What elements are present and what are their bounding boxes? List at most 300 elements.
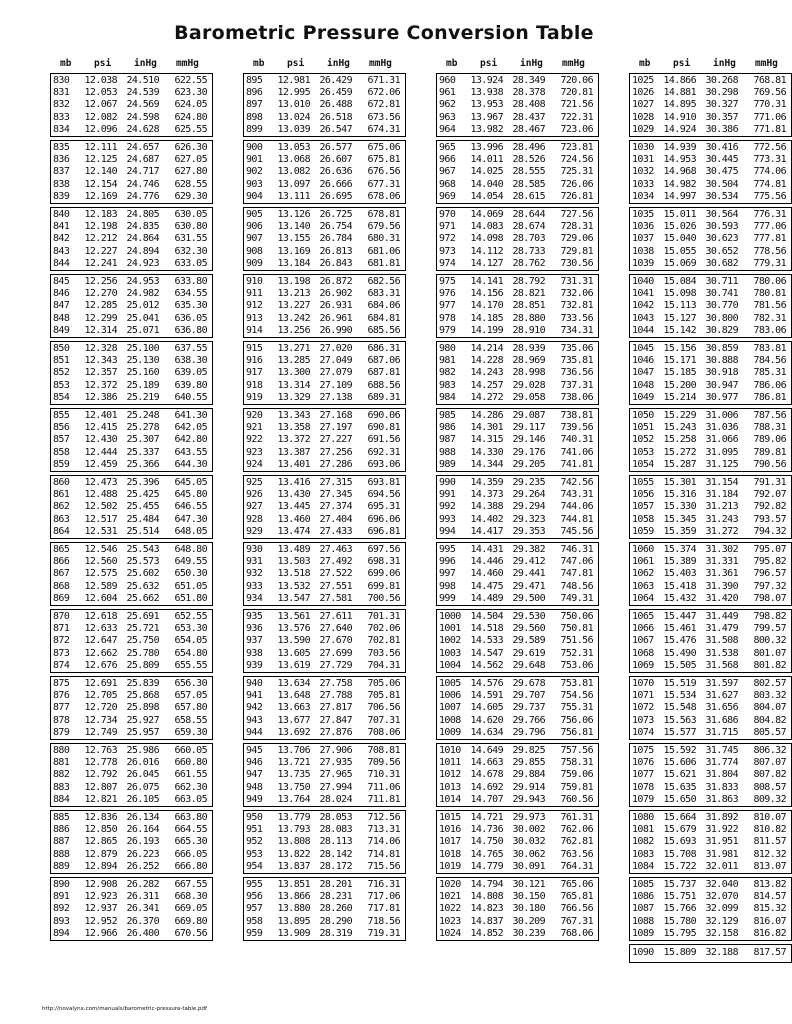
cell-mmhg: 641.30 <box>174 410 207 421</box>
cell-psi: 15.461 <box>663 623 696 635</box>
table-row <box>630 745 791 757</box>
cell-inhg: 25.868 <box>126 690 159 702</box>
table-row <box>437 769 598 781</box>
table-block <box>436 877 599 941</box>
table-row <box>51 258 212 270</box>
cell-psi: 13.518 <box>277 568 310 580</box>
cell-inhg: 30.682 <box>705 257 738 269</box>
cell-psi: 14.098 <box>470 233 503 245</box>
cell-mmhg: 705.81 <box>367 690 400 702</box>
cell-psi: 13.663 <box>277 702 310 714</box>
cell-inhg: 31.597 <box>705 678 738 689</box>
cell-mb: 1089 <box>632 927 654 939</box>
table-row <box>51 343 212 355</box>
cell-mmhg: 627.80 <box>174 166 207 178</box>
cell-inhg: 27.492 <box>319 556 352 568</box>
table-row <box>51 325 212 337</box>
cell-inhg: 26.105 <box>126 793 159 805</box>
cell-psi: 14.779 <box>470 860 503 872</box>
cell-mmhg: 744.06 <box>560 501 593 513</box>
table-row <box>437 434 598 446</box>
cell-inhg: 31.774 <box>705 757 738 769</box>
cell-mmhg: 817.57 <box>753 947 786 958</box>
cell-psi: 12.705 <box>84 690 117 702</box>
table-row <box>244 745 405 757</box>
cell-mb: 913 <box>246 312 263 324</box>
cell-mmhg: 775.56 <box>753 190 786 202</box>
cell-inhg: 30.150 <box>512 891 545 903</box>
cell-mmhg: 645.80 <box>174 489 207 501</box>
cell-psi: 12.821 <box>84 793 117 805</box>
cell-mb: 870 <box>53 611 70 622</box>
cell-mmhg: 711.06 <box>367 781 400 793</box>
cell-psi: 15.577 <box>663 726 696 738</box>
cell-mb: 983 <box>439 379 456 391</box>
cell-mb: 1012 <box>439 769 461 781</box>
cell-mb: 838 <box>53 178 70 190</box>
cell-mmhg: 670.56 <box>174 927 207 939</box>
cell-psi: 12.154 <box>84 178 117 190</box>
cell-mmhg: 724.56 <box>560 154 593 166</box>
cell-inhg: 26.341 <box>126 903 159 915</box>
table-row <box>630 611 791 623</box>
table-row <box>437 355 598 367</box>
cell-mb: 908 <box>246 245 263 257</box>
cell-psi: 12.604 <box>84 592 117 604</box>
table-block <box>243 810 406 874</box>
cell-psi: 13.967 <box>470 111 503 123</box>
cell-mmhg: 658.55 <box>174 714 207 726</box>
cell-inhg: 31.863 <box>705 793 738 805</box>
cell-mmhg: 765.81 <box>560 891 593 903</box>
cell-mb: 903 <box>246 178 263 190</box>
cell-psi: 13.227 <box>277 300 310 312</box>
cell-mmhg: 798.07 <box>753 592 786 604</box>
table-row <box>630 191 791 203</box>
cell-mb: 930 <box>246 544 263 555</box>
cell-mmhg: 735.06 <box>560 343 593 354</box>
cell-inhg: 30.268 <box>705 75 738 86</box>
cell-mb: 1079 <box>632 793 654 805</box>
column-header-row <box>436 56 599 73</box>
cell-inhg: 31.538 <box>705 647 738 659</box>
table-row <box>437 715 598 727</box>
cell-inhg: 29.471 <box>512 580 545 592</box>
table-row <box>244 221 405 233</box>
cell-inhg: 27.670 <box>319 635 352 647</box>
cell-inhg: 28.024 <box>319 793 352 805</box>
cell-inhg: 26.223 <box>126 848 159 860</box>
cell-inhg: 28.880 <box>512 312 545 324</box>
cell-inhg: 31.479 <box>705 623 738 635</box>
cell-mmhg: 632.30 <box>174 245 207 257</box>
cell-psi: 14.953 <box>663 154 696 166</box>
cell-psi: 12.850 <box>84 824 117 836</box>
cell-inhg: 28.792 <box>512 276 545 287</box>
cell-psi: 13.372 <box>277 434 310 446</box>
cell-inhg: 31.892 <box>705 812 738 823</box>
cell-inhg: 30.564 <box>705 209 738 220</box>
cell-mb: 924 <box>246 458 263 470</box>
table-row <box>437 812 598 824</box>
table-row <box>630 124 791 136</box>
table-row <box>244 154 405 166</box>
cell-mb: 836 <box>53 154 70 166</box>
cell-mmhg: 809.32 <box>753 793 786 805</box>
cell-mb: 1051 <box>632 422 654 434</box>
cell-mb: 909 <box>246 257 263 269</box>
cell-mb: 959 <box>246 927 263 939</box>
cell-mmhg: 642.80 <box>174 434 207 446</box>
table-column <box>243 56 406 944</box>
cell-mmhg: 650.30 <box>174 568 207 580</box>
table-row <box>51 514 212 526</box>
cell-mmhg: 807.07 <box>753 757 786 769</box>
table-block <box>50 73 213 137</box>
table-row <box>437 422 598 434</box>
cell-inhg: 30.091 <box>512 860 545 872</box>
table-row <box>630 849 791 861</box>
cell-mmhg: 756.81 <box>560 726 593 738</box>
cell-mb: 997 <box>439 568 456 580</box>
cell-inhg: 31.066 <box>705 434 738 446</box>
table-row <box>244 916 405 928</box>
cell-psi: 14.837 <box>470 915 503 927</box>
table-row <box>437 782 598 794</box>
cell-mmhg: 738.06 <box>560 391 593 403</box>
cell-mb: 873 <box>53 647 70 659</box>
cell-mb: 1061 <box>632 556 654 568</box>
cell-mb: 882 <box>53 769 70 781</box>
cell-mmhg: 780.81 <box>753 288 786 300</box>
table-row <box>244 812 405 824</box>
cell-mb: 887 <box>53 836 70 848</box>
cell-inhg: 26.547 <box>319 123 352 135</box>
cell-mb: 894 <box>53 927 70 939</box>
cell-inhg: 29.530 <box>512 611 545 622</box>
table-row <box>51 166 212 178</box>
table-row <box>244 447 405 459</box>
cell-mmhg: 794.32 <box>753 525 786 537</box>
cell-psi: 15.519 <box>663 678 696 689</box>
cell-inhg: 26.725 <box>319 209 352 220</box>
table-block <box>50 542 213 606</box>
table-row <box>630 325 791 337</box>
table-row <box>244 544 405 556</box>
cell-mb: 830 <box>53 75 70 86</box>
table-row <box>437 757 598 769</box>
cell-mb: 923 <box>246 446 263 458</box>
cell-mmhg: 669.80 <box>174 915 207 927</box>
cell-mb: 982 <box>439 367 456 379</box>
cell-mmhg: 752.31 <box>560 647 593 659</box>
cell-psi: 12.198 <box>84 221 117 233</box>
cell-inhg: 28.142 <box>319 848 352 860</box>
table-row <box>51 581 212 593</box>
table-row <box>437 635 598 647</box>
cell-mmhg: 633.05 <box>174 257 207 269</box>
cell-psi: 15.635 <box>663 781 696 793</box>
cell-mmhg: 718.56 <box>367 915 400 927</box>
cell-psi: 14.895 <box>663 99 696 111</box>
cell-mmhg: 801.82 <box>753 659 786 671</box>
cell-mmhg: 648.05 <box>174 525 207 537</box>
cell-psi: 13.880 <box>277 903 310 915</box>
table-row <box>630 300 791 312</box>
cell-mmhg: 800.32 <box>753 635 786 647</box>
cell-inhg: 25.337 <box>126 446 159 458</box>
header-mmhg: mmHg <box>755 58 778 69</box>
table-block <box>436 475 599 539</box>
cell-mmhg: 714.81 <box>367 848 400 860</box>
cell-inhg: 29.058 <box>512 391 545 403</box>
cell-inhg: 30.800 <box>705 312 738 324</box>
table-block <box>436 73 599 137</box>
cell-mmhg: 792.82 <box>753 501 786 513</box>
cell-mb: 914 <box>246 324 263 336</box>
cell-inhg: 30.062 <box>512 848 545 860</box>
table-column <box>436 56 599 944</box>
cell-mb: 911 <box>246 288 263 300</box>
cell-inhg: 30.741 <box>705 288 738 300</box>
cell-mb: 849 <box>53 324 70 336</box>
table-row <box>244 660 405 672</box>
cell-mmhg: 779.31 <box>753 257 786 269</box>
cell-psi: 14.721 <box>470 812 503 823</box>
cell-psi: 14.286 <box>470 410 503 421</box>
cell-mmhg: 640.55 <box>174 391 207 403</box>
cell-psi: 12.647 <box>84 635 117 647</box>
cell-mmhg: 651.05 <box>174 580 207 592</box>
cell-psi: 14.344 <box>470 458 503 470</box>
cell-mmhg: 633.80 <box>174 276 207 287</box>
table-block <box>629 542 792 606</box>
cell-mb: 1046 <box>632 355 654 367</box>
cell-inhg: 24.864 <box>126 233 159 245</box>
cell-inhg: 29.914 <box>512 781 545 793</box>
table-row <box>630 556 791 568</box>
cell-mb: 1011 <box>439 757 461 769</box>
cell-mmhg: 760.56 <box>560 793 593 805</box>
cell-psi: 14.982 <box>663 178 696 190</box>
cell-mb: 848 <box>53 312 70 324</box>
cell-mmhg: 767.31 <box>560 915 593 927</box>
cell-mmhg: 771.06 <box>753 111 786 123</box>
cell-mmhg: 702.81 <box>367 635 400 647</box>
table-block <box>436 408 599 472</box>
cell-inhg: 26.488 <box>319 99 352 111</box>
cell-inhg: 25.809 <box>126 659 159 671</box>
cell-psi: 15.693 <box>663 836 696 848</box>
cell-mmhg: 696.81 <box>367 525 400 537</box>
cell-mmhg: 763.56 <box>560 848 593 860</box>
table-row <box>51 891 212 903</box>
cell-mmhg: 778.56 <box>753 245 786 257</box>
cell-psi: 13.677 <box>277 714 310 726</box>
cell-inhg: 26.134 <box>126 812 159 823</box>
cell-mb: 1085 <box>632 879 654 890</box>
cell-psi: 14.924 <box>663 123 696 135</box>
cell-psi: 14.576 <box>470 678 503 689</box>
cell-mb: 1023 <box>439 915 461 927</box>
cell-mb: 950 <box>246 812 263 823</box>
cell-mb: 910 <box>246 276 263 287</box>
cell-mmhg: 795.07 <box>753 544 786 555</box>
table-row <box>630 142 791 154</box>
cell-inhg: 28.703 <box>512 233 545 245</box>
cell-mmhg: 789.06 <box>753 434 786 446</box>
cell-psi: 14.533 <box>470 635 503 647</box>
cell-psi: 13.285 <box>277 355 310 367</box>
table-row <box>630 782 791 794</box>
cell-mb: 876 <box>53 690 70 702</box>
cell-mb: 888 <box>53 848 70 860</box>
cell-psi: 13.460 <box>277 513 310 525</box>
table-block <box>629 207 792 271</box>
cell-inhg: 28.644 <box>512 209 545 220</box>
cell-mb: 872 <box>53 635 70 647</box>
cell-mb: 987 <box>439 434 456 446</box>
cell-mb: 920 <box>246 410 263 421</box>
cell-mb: 905 <box>246 209 263 220</box>
cell-psi: 13.851 <box>277 879 310 890</box>
cell-inhg: 24.569 <box>126 99 159 111</box>
table-block <box>629 341 792 405</box>
cell-mb: 831 <box>53 87 70 99</box>
cell-psi: 12.720 <box>84 702 117 714</box>
cell-mb: 947 <box>246 769 263 781</box>
cell-psi: 13.053 <box>277 142 310 153</box>
cell-mb: 877 <box>53 702 70 714</box>
table-row <box>51 87 212 99</box>
cell-mmhg: 654.80 <box>174 647 207 659</box>
cell-psi: 12.372 <box>84 379 117 391</box>
cell-mb: 1064 <box>632 592 654 604</box>
cell-mmhg: 699.81 <box>367 580 400 592</box>
cell-psi: 13.822 <box>277 848 310 860</box>
table-row <box>51 611 212 623</box>
table-row <box>51 849 212 861</box>
cell-inhg: 27.522 <box>319 568 352 580</box>
cell-mb: 1001 <box>439 623 461 635</box>
table-row <box>437 325 598 337</box>
cell-mb: 927 <box>246 501 263 513</box>
cell-psi: 12.169 <box>84 190 117 202</box>
cell-psi: 13.024 <box>277 111 310 123</box>
cell-mb: 988 <box>439 446 456 458</box>
cell-psi: 13.706 <box>277 745 310 756</box>
cell-mb: 1090 <box>632 947 654 958</box>
cell-psi: 14.866 <box>663 75 696 86</box>
cell-mmhg: 812.32 <box>753 848 786 860</box>
cell-mmhg: 798.82 <box>753 611 786 622</box>
cell-inhg: 27.935 <box>319 757 352 769</box>
table-row <box>437 87 598 99</box>
cell-mmhg: 683.31 <box>367 288 400 300</box>
cell-mmhg: 750.06 <box>560 611 593 622</box>
cell-psi: 13.503 <box>277 556 310 568</box>
cell-psi: 15.243 <box>663 422 696 434</box>
cell-psi: 14.649 <box>470 745 503 756</box>
cell-inhg: 30.002 <box>512 824 545 836</box>
cell-inhg: 24.628 <box>126 123 159 135</box>
cell-inhg: 27.817 <box>319 702 352 714</box>
cell-psi: 12.763 <box>84 745 117 756</box>
cell-mmhg: 656.30 <box>174 678 207 689</box>
cell-inhg: 28.585 <box>512 178 545 190</box>
cell-mb: 1030 <box>632 142 654 153</box>
cell-mmhg: 790.56 <box>753 458 786 470</box>
cell-psi: 13.213 <box>277 288 310 300</box>
table-row <box>437 903 598 915</box>
cell-psi: 15.389 <box>663 556 696 568</box>
table-row <box>244 343 405 355</box>
table-block <box>436 810 599 874</box>
header-psi: psi <box>94 58 112 69</box>
table-row <box>630 501 791 513</box>
cell-mmhg: 678.06 <box>367 190 400 202</box>
table-row <box>51 209 212 221</box>
cell-inhg: 31.656 <box>705 702 738 714</box>
table-row <box>51 727 212 739</box>
cell-inhg: 28.555 <box>512 166 545 178</box>
cell-psi: 13.111 <box>277 190 310 202</box>
cell-psi: 14.663 <box>470 757 503 769</box>
cell-mb: 937 <box>246 635 263 647</box>
cell-mb: 846 <box>53 288 70 300</box>
cell-psi: 13.430 <box>277 489 310 501</box>
cell-mb: 1004 <box>439 659 461 671</box>
cell-mmhg: 768.81 <box>753 75 786 86</box>
cell-mb: 893 <box>53 915 70 927</box>
cell-mmhg: 793.57 <box>753 513 786 525</box>
cell-psi: 12.415 <box>84 422 117 434</box>
cell-mmhg: 726.06 <box>560 178 593 190</box>
cell-inhg: 26.666 <box>319 178 352 190</box>
cell-mmhg: 727.56 <box>560 209 593 220</box>
cell-inhg: 24.687 <box>126 154 159 166</box>
cell-psi: 13.358 <box>277 422 310 434</box>
cell-inhg: 27.611 <box>319 611 352 622</box>
cell-inhg: 26.843 <box>319 257 352 269</box>
cell-mmhg: 717.06 <box>367 891 400 903</box>
cell-mmhg: 692.31 <box>367 446 400 458</box>
cell-mmhg: 693.81 <box>367 477 400 488</box>
table-block <box>243 207 406 271</box>
cell-psi: 15.301 <box>663 477 696 488</box>
cell-psi: 13.866 <box>277 891 310 903</box>
cell-mmhg: 698.31 <box>367 556 400 568</box>
cell-psi: 13.547 <box>277 592 310 604</box>
table-row <box>630 593 791 605</box>
cell-mb: 1022 <box>439 903 461 915</box>
cell-mb: 970 <box>439 209 456 220</box>
cell-mmhg: 732.81 <box>560 300 593 312</box>
cell-psi: 15.621 <box>663 769 696 781</box>
cell-inhg: 25.100 <box>126 343 159 354</box>
table-row <box>244 727 405 739</box>
cell-psi: 12.227 <box>84 245 117 257</box>
cell-psi: 13.634 <box>277 678 310 689</box>
cell-mb: 1033 <box>632 178 654 190</box>
cell-inhg: 27.640 <box>319 623 352 635</box>
table-block <box>436 743 599 807</box>
cell-mmhg: 690.81 <box>367 422 400 434</box>
cell-mb: 879 <box>53 726 70 738</box>
table-row <box>51 380 212 392</box>
cell-psi: 15.098 <box>663 288 696 300</box>
cell-psi: 15.185 <box>663 367 696 379</box>
